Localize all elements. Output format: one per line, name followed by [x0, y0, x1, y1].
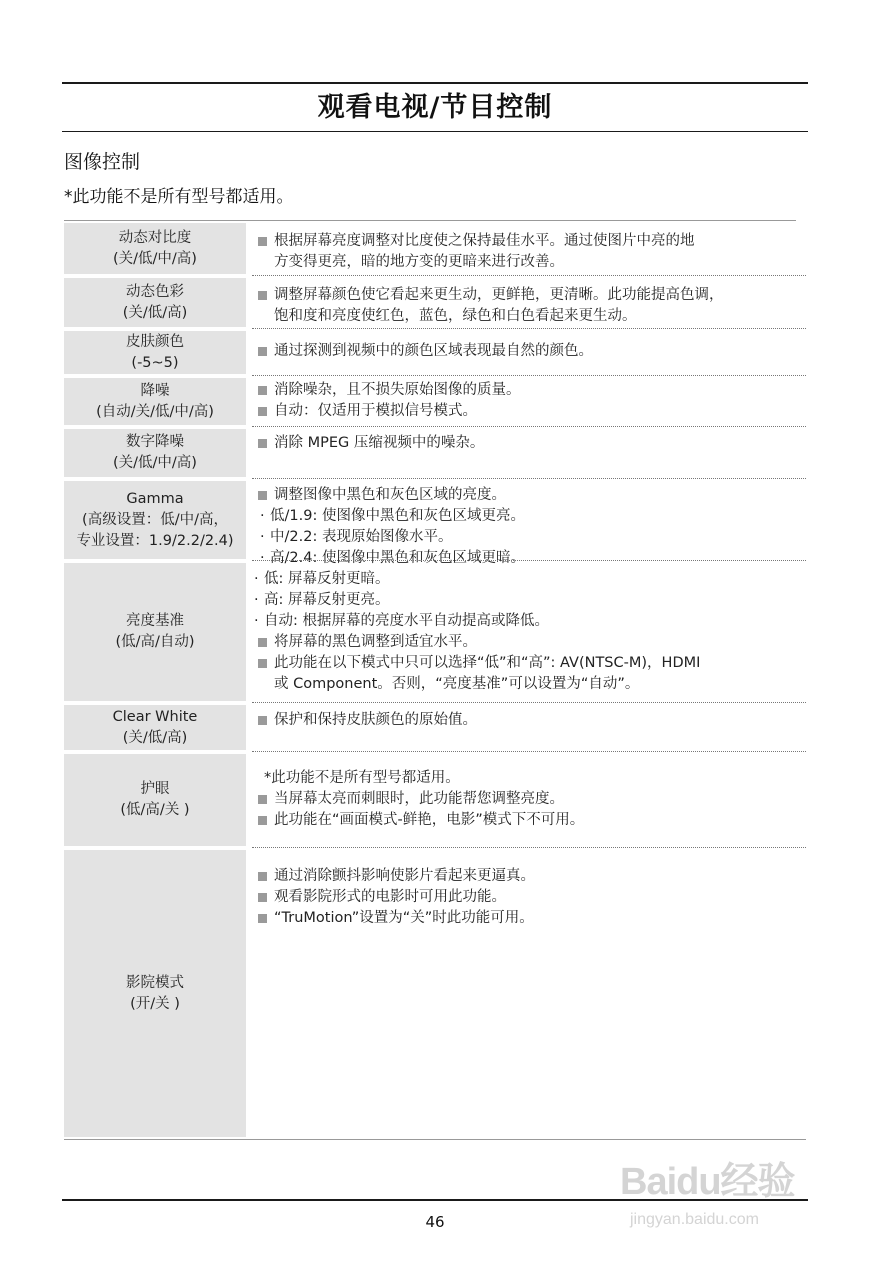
setting-name-line: 降噪: [140, 382, 170, 399]
watermark-url: jingyan.baidu.com: [630, 1211, 759, 1228]
setting-name-line: 皮肤颜色: [126, 333, 184, 350]
setting-name-line: 动态色彩: [126, 283, 184, 300]
setting-name-line: 亮度基准: [126, 613, 184, 629]
setting-name-line: (关/低/高): [122, 304, 188, 321]
description-line: 饱和度和亮度使红色，蓝色，绿色和白色看起来更生动。: [274, 308, 637, 324]
setting-name-line: (关/低/高): [122, 729, 188, 746]
setting-name-line: (-5~5): [131, 354, 179, 371]
setting-name-line: (开/关 ): [130, 995, 180, 1012]
watermark-logo: Baidu经验: [620, 1161, 795, 1203]
setting-description: [252, 710, 806, 731]
bullet-line: 调整屏幕颜色使它看起来更生动，更鲜艳，更清晰。此功能提高色调，: [252, 285, 806, 306]
model-note: *此功能不是所有型号都适用。: [64, 187, 294, 207]
bullet-line: 自动：仅适用于模拟信号模式。: [252, 401, 806, 422]
bullet-line: 消除 MPEG 压缩视频中的噪杂。: [252, 433, 806, 454]
description-line: · 低: 屏幕反射更暗。: [252, 569, 806, 590]
setting-description: [252, 285, 806, 327]
setting-name-cell: [64, 481, 246, 559]
description-line: 或 Component。否则，“亮度基准”可以设置为“自动”。: [274, 676, 640, 692]
setting-row: [64, 752, 806, 848]
setting-description: [252, 231, 806, 273]
setting-name-line: Gamma: [126, 490, 184, 507]
bullet-line: 通过消除颤抖影响使影片看起来更逼真。: [252, 866, 806, 887]
bullet-line: 调整图像中黑色和灰色区域的亮度。: [252, 485, 806, 506]
setting-name-line: (低/高/自动): [115, 634, 195, 650]
bullet-line: “TruMotion”设置为“关”时此功能可用。: [252, 908, 806, 929]
setting-row: [64, 376, 806, 427]
setting-description: [252, 569, 806, 695]
setting-row: [64, 703, 806, 752]
setting-name-line: 护眼: [140, 781, 170, 797]
header-rule-bottom: [62, 131, 808, 132]
setting-name-line: (关/低/中/高): [113, 250, 197, 267]
setting-name-line: (低/高/关 ): [120, 802, 190, 818]
bullet-line: 此功能在“画面模式-鲜艳，电影”模式下不可用。: [252, 810, 806, 831]
bullet-line: 根据屏幕亮度调整对比度使之保持最佳水平。通过使图片中亮的地: [252, 231, 806, 252]
setting-name-cell: [64, 378, 246, 425]
setting-name-line: (高级设置：低/中/高，: [82, 511, 228, 528]
setting-name-line: (关/低/中/高): [113, 455, 197, 471]
setting-description: [252, 485, 806, 569]
description-line: · 中/2.2: 表现原始图像水平。: [252, 527, 806, 548]
setting-name-line: 专业设置：1.9/2.2/2.4): [76, 532, 234, 549]
setting-name-line: 数字降噪: [126, 434, 184, 450]
setting-name-cell: [64, 223, 246, 274]
description-line: 方变得更亮，暗的地方变的更暗来进行改善。: [274, 254, 564, 270]
setting-description: [252, 380, 806, 422]
setting-name-cell: [64, 705, 246, 750]
setting-description: [252, 866, 806, 929]
table-bottom-rule: [64, 1139, 806, 1140]
setting-row: [64, 479, 806, 566]
setting-name-line: (自动/关/低/中/高): [96, 403, 214, 420]
setting-description: [252, 341, 806, 362]
bullet-line: 保护和保持皮肤颜色的原始值。: [252, 710, 806, 731]
setting-name-line: 动态对比度: [118, 229, 192, 246]
description-line: · 低/1.9: 使图像中黑色和灰色区域更亮。: [252, 506, 806, 527]
setting-row: [64, 221, 806, 276]
description-line: · 高/2.4: 使图像中黑色和灰色区域更暗。: [252, 548, 806, 569]
bullet-line: 消除噪杂，且不损失原始图像的质量。: [252, 380, 806, 401]
setting-row: [64, 276, 806, 329]
setting-row: [64, 329, 806, 376]
setting-description: [252, 433, 806, 454]
bullet-line: 将屏幕的黑色调整到适宜水平。: [252, 632, 806, 653]
page-title: 观看电视/节目控制: [317, 92, 553, 123]
setting-name-cell: [64, 754, 246, 846]
description-line: *此功能不是所有型号都适用。: [264, 770, 460, 786]
setting-row: [64, 561, 806, 703]
bullet-line: 观看影院形式的电影时可用此功能。: [252, 887, 806, 908]
watermark: [620, 1150, 840, 1250]
section-title: 图像控制: [64, 151, 141, 173]
page-number: 46: [425, 1213, 445, 1231]
setting-name-cell: [64, 331, 246, 374]
bullet-line: 通过探测到视频中的颜色区域表现最自然的颜色。: [252, 341, 806, 362]
bullet-line: 当屏幕太亮而刺眼时，此功能帮您调整亮度。: [252, 789, 806, 810]
header-rule-top: [62, 82, 808, 84]
setting-name-cell: [64, 429, 246, 477]
description-line: · 自动: 根据屏幕的亮度水平自动提高或降低。: [252, 611, 806, 632]
setting-name-cell: [64, 563, 246, 701]
bullet-line: 此功能在以下模式中只可以选择“低”和“高”: AV(NTSC-M)，HDMI: [252, 653, 806, 674]
setting-name-line: 影院模式: [126, 974, 184, 991]
setting-name-cell: [64, 278, 246, 327]
setting-name-line: Clear White: [112, 708, 198, 725]
description-line: · 高: 屏幕反射更亮。: [252, 590, 806, 611]
setting-description: [252, 768, 806, 831]
settings-table: [64, 221, 806, 1139]
setting-row: [64, 427, 806, 479]
setting-row: [64, 848, 806, 1139]
setting-name-cell: [64, 850, 246, 1137]
